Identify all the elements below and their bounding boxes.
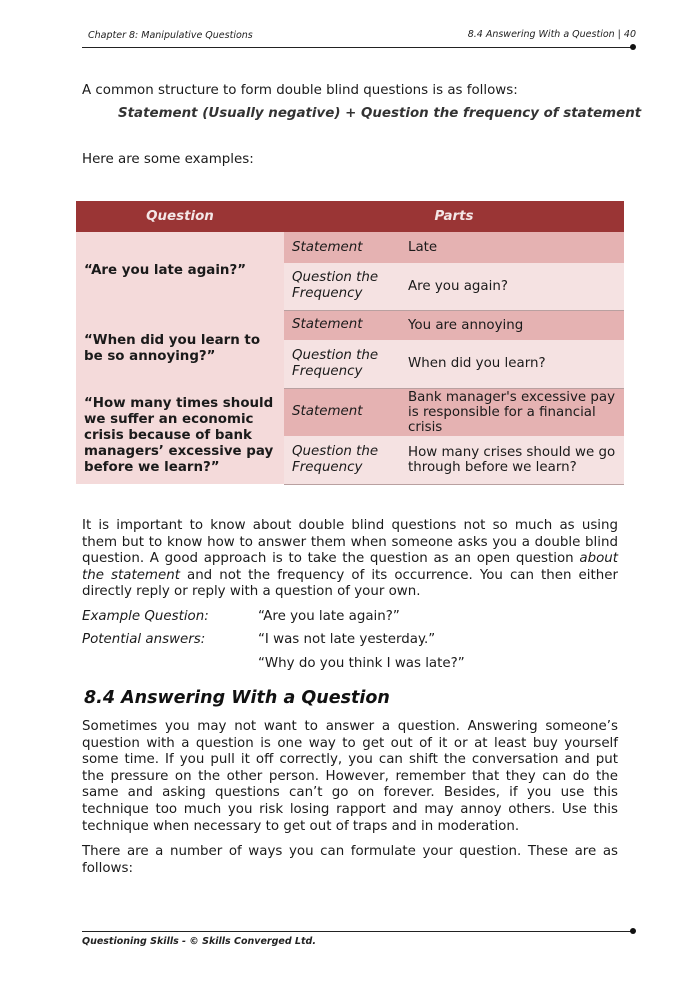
column-header-question: Question: [76, 201, 284, 232]
question-cell: “When did you learn to be so annoying?”: [76, 310, 284, 388]
part-value: Bank manager's excessive pay is responsible for a financial crisis: [400, 388, 624, 436]
part-value: Are you again?: [400, 263, 624, 310]
table-row: [76, 388, 624, 436]
header-rule-dot: [630, 44, 636, 50]
part-label: Question the Frequency: [284, 340, 400, 388]
section-paragraph-2: There are a number of ways you can formulate your question. These are as follows:: [82, 844, 618, 876]
footer-copyright: Questioning Skills - © Skills Converged Ltd.: [82, 936, 316, 947]
part-value: Late: [400, 232, 624, 263]
part-value: How many crises should we go through before we learn?: [400, 436, 624, 484]
section-heading: 8.4 Answering With a Question: [84, 688, 390, 708]
part-label: Statement: [284, 232, 400, 263]
paragraph-text: and not the frequency of its occurrence. You can then either directly reply or reply with a question of your own.: [82, 567, 618, 600]
part-label: Statement: [284, 388, 400, 436]
potential-answer-1: “I was not late yesterday.”: [258, 632, 436, 647]
example-question-value: “Are you late again?”: [258, 609, 400, 624]
double-blind-paragraph: [82, 518, 618, 601]
structure-intro: A common structure to form double blind questions is as follows:: [82, 83, 518, 98]
part-value: When did you learn?: [400, 340, 624, 388]
example-question-label: Example Question:: [82, 609, 209, 624]
column-header-parts: Parts: [284, 201, 624, 232]
footer-rule-dot: [630, 928, 636, 934]
footer-rule: [82, 931, 632, 932]
formula-line: Statement (Usually negative) + Question the frequency of statement: [118, 106, 642, 121]
examples-table: [76, 201, 624, 485]
part-label: Question the Frequency: [284, 436, 400, 484]
potential-answer-2: “Why do you think I was late?”: [258, 656, 465, 671]
section-paragraph-1: Sometimes you may not want to answer a question. Answering someone’s question with a question is one way to get out of it or at least buy yourself some time. If you pull it off correctly, you can shift the conversation and put the pressure on the other person. However, remember that they can do the same and asking questions can’t go on forever. Besides, if you use this technique too much you risk losing rapport and may annoy others. Use this technique when necessary to get out of traps and in moderation.: [82, 719, 618, 834]
table-row: [76, 310, 624, 340]
paragraph-text: It is important to know about double blind questions not so much as using them but to know how to answer them when someone asks you a double blind question. A good approach is to take the question as an open question: [82, 518, 618, 567]
examples-intro: Here are some examples:: [82, 152, 254, 167]
table-row: [76, 232, 624, 263]
running-header-section-page: 8.4 Answering With a Question | 40: [467, 29, 636, 40]
question-cell: “Are you late again?”: [76, 232, 284, 310]
emphasis-text: about the statement: [82, 551, 618, 583]
header-rule: [82, 47, 632, 48]
table-header-row: [76, 201, 624, 232]
part-label: Statement: [284, 310, 400, 340]
part-value: You are annoying: [400, 310, 624, 340]
part-label: Question the Frequency: [284, 263, 400, 310]
running-header-chapter: Chapter 8: Manipulative Questions: [88, 30, 253, 41]
question-cell: “How many times should we suffer an economic crisis because of bank managers’ excessive pay before we learn?”: [76, 388, 284, 484]
potential-answers-label: Potential answers:: [82, 632, 206, 647]
